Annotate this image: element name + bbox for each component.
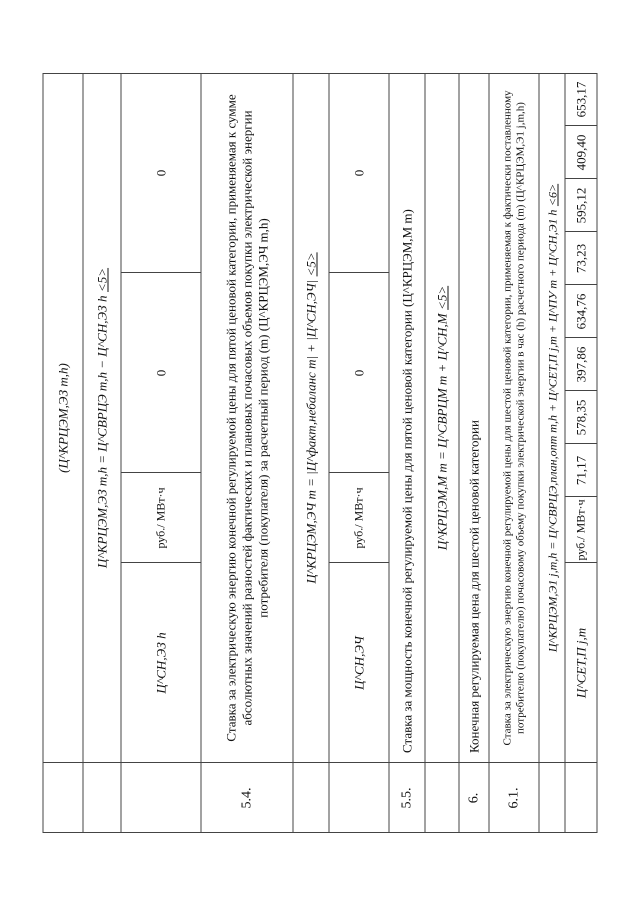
row-number-cell [540,762,566,833]
value-cell: 73,23 [573,243,589,273]
table-row [539,73,566,833]
value-cell: 634,76 [573,293,589,329]
value-cell: 0 [153,169,169,176]
value-cell: 0 [153,369,169,376]
value-cell: 397,86 [573,346,589,382]
value-cell: 653,17 [573,81,589,117]
formula: Ц^КРЦЭМ,ЭЧ m = |Ц^факт,небаланс m| + |Ц^СН,ЭЧ| [303,279,319,584]
table-row [83,73,122,833]
value-cell: 595,12 [573,187,589,223]
unit-cell: руб./ МВт·ч [351,486,366,549]
row-number-cell [426,762,460,833]
row-description: Ставка за электрическую энергию конечной регулируемой цены для пятой ценовой категории, применяемая к сумме абсолютных значений разностей фактических и плановых почасовых объемов покупки электрической энергии потребителя (покупателя) за расчетный период (m) (Ц^КРЦЭМ,ЭЧ m,h) [223,93,271,742]
row-description: Ставка за мощность конечной регулируемой цены для пятой ценовой категории (Ц^КРЦЭМ,М m) [399,208,415,753]
row-number-cell [122,762,202,833]
table-row [489,73,540,833]
value-cell: 0 [351,169,367,176]
value-cell: 71,17 [573,455,589,485]
formula: Ц^КРЦЭМ,Э1 j,m,h = Ц^СВРЦЭ,план,опт m,h + Ц^СЕТ,П j,m + Ц^ПУ m + Ц^СН,Э1 h [545,209,559,652]
row-number-cell: 6.1. [490,762,540,833]
symbol-cell: Ц^СН,ЭЗ h [153,631,169,694]
formula: Ц^КРЦЭМ,М m = Ц^СВРЦМ m + Ц^СН,М [434,312,450,550]
row-number-cell: 6. [460,762,490,833]
formula-reference: <5> [303,251,319,276]
row-number-cell [84,762,122,833]
value-cell: 0 [351,369,367,376]
table-row [293,73,330,833]
symbol-cell: Ц^СН,ЭЧ [351,635,367,690]
table-row [43,73,84,833]
row-description: Конечная регулируемая цена для шестой ценовой категории [466,419,482,753]
formula-reference: <5> [94,267,110,292]
rotated-table [43,73,598,833]
row-number-cell: 5.4. [202,762,294,833]
row-number-cell [330,762,390,833]
table-row [329,73,390,833]
table-row [389,73,426,833]
formula: Ц^КРЦЭМ,ЭЗ m,h = Ц^СВРЦЭ m,h − Ц^СН,ЭЗ h [94,295,110,568]
row-number-cell [294,762,330,833]
row-description: Ставка за электрическую энергию конечной регулируемой цены для шестой ценовой категории, применяемая к фактически поставленному потребителю (покупателю) почасовому объему покупки электрической энергии в час (h) расчетного периода (m) (Ц^КРЦЭМ,Э1 j,m,h) [501,89,527,746]
symbol-cell: Ц^СЕТ,П j,m [573,627,589,698]
formula-continuation: (Ц^КРЦЭМ,ЭЗ m,h) [55,362,71,473]
table-row [565,73,598,833]
value-cell: 578,35 [573,399,589,435]
row-number-cell [44,762,84,833]
unit-cell: руб./ МВт·ч [573,498,588,561]
table-row [459,73,490,833]
table-row [121,73,202,833]
row-number-cell [566,762,598,833]
table-row [425,73,460,833]
row-number-cell: 5.5. [390,762,426,833]
formula-reference: <5> [434,285,450,310]
formula-reference: <6> [545,183,559,206]
table-row [201,73,294,833]
value-cell: 409,40 [573,134,589,170]
unit-cell: руб./ МВт·ч [153,486,168,549]
